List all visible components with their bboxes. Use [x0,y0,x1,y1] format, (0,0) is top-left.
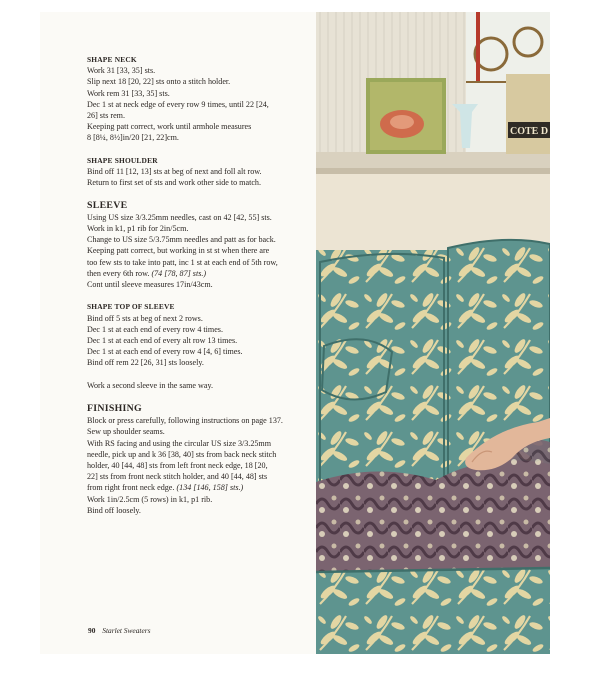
instruction-line: needle, pick up and k 36 [38, 40] sts from back neck stitch [87,449,277,459]
instruction-line: 26] sts rem. [87,111,125,121]
instruction-line: 8 [8¼, 8½]in/20 [21, 22]cm. [87,133,179,143]
shape-top-of-sleeve-section [87,301,309,368]
instruction-line: Dec 1 st at each end of every row 4 [4, 6] times. [87,347,243,357]
instruction-line: Using US size 3/3.25mm needles, cast on 42 [42, 55] sts. [87,212,272,222]
shape-neck-section [87,54,309,144]
instruction-line: Dec 1 st at neck edge of every row 9 times, until 22 [24, [87,99,269,109]
instruction-line: Work in k1, p1 rib for 2in/5cm. [87,224,189,234]
instruction-line: Block or press carefully, following instructions on page 137. [87,416,283,426]
instruction-line: Dec 1 st at each end of every alt row 13 times. [87,336,238,346]
instruction-line: Change to US size 5/3.75mm needles and patt as for back. [87,235,276,245]
instruction-line: Sew up shoulder seams. [87,427,165,437]
pattern-text-column [87,54,309,527]
shape-top-of-sleeve-heading: SHAPE TOP OF SLEEVE [87,302,175,312]
sofa-photo [316,12,550,654]
second-sleeve-section [87,380,309,391]
instruction-line: Bind off 11 [12, 13] sts at beg of next and foll alt row. [87,167,262,177]
shape-shoulder-section [87,155,309,189]
instruction-line: Keeping patt correct, but working in st st when there are [87,246,270,256]
instruction-line: 22] sts from front neck stitch holder, and 40 [44, 48] sts [87,472,268,482]
instruction-line: Keeping patt correct, work until armhole measures [87,122,252,132]
instruction-line: holder, 40 [44, 48] sts from left front neck edge, 18 [20, [87,461,268,471]
sign-text: COTE D [510,126,549,137]
instruction-line: Bind off rem 22 [26, 31] sts loosely. [87,358,204,368]
page-footer [88,626,151,635]
instruction-line: Slip next 18 [20, 22] sts onto a stitch holder. [87,77,231,87]
throw-pillow [322,339,392,399]
shape-neck-heading: SHAPE NECK [87,55,137,64]
sleeve-section [87,200,309,291]
stitch-count-note: (134 [146, 158] sts.) [176,483,244,493]
instruction-line: Work 1in/2.5cm (5 rows) in k1, p1 rib. [87,494,213,504]
instruction-line: Work a second sleeve in the same way. [87,380,214,390]
instruction-line: Return to first set of sts and work other side to match. [87,178,261,188]
instruction-line [87,268,309,279]
finishing-heading: FINISHING [87,403,142,415]
book-title: Starlet Sweaters [102,626,151,635]
instruction-line: With RS facing and using the circular US size 3/3.25mm [87,438,271,448]
instruction-line: too few sts to take into patt, inc 1 st at each end of 5th row, [87,257,278,267]
vintage-sign [506,74,550,154]
stained-glass-red-strip [476,12,480,82]
instruction-line: Work 31 [33, 35] sts. [87,66,156,76]
shape-shoulder-heading: SHAPE SHOULDER [87,155,158,165]
instruction-line: Cont until sleeve measures 17in/43cm. [87,280,213,290]
instruction-line [87,482,309,493]
instruction-line: Work rem 31 [33, 35] sts. [87,88,170,98]
sleeve-heading: SLEEVE [87,199,128,211]
instruction-text: then every 6th row. [87,268,152,278]
page-number: 90 [88,626,96,635]
stitch-count-note: (74 [78, 87] sts.) [151,268,207,278]
instruction-line: Bind off loosely. [87,505,141,515]
instruction-line: Dec 1 st at each end of every row 4 times. [87,324,223,334]
finishing-section [87,403,309,516]
shelf [316,152,550,170]
instruction-line: Bind off 5 sts at beg of next 2 rows. [87,313,203,323]
instruction-text: from right front neck edge. [87,483,177,493]
seat-cushion [316,568,550,654]
